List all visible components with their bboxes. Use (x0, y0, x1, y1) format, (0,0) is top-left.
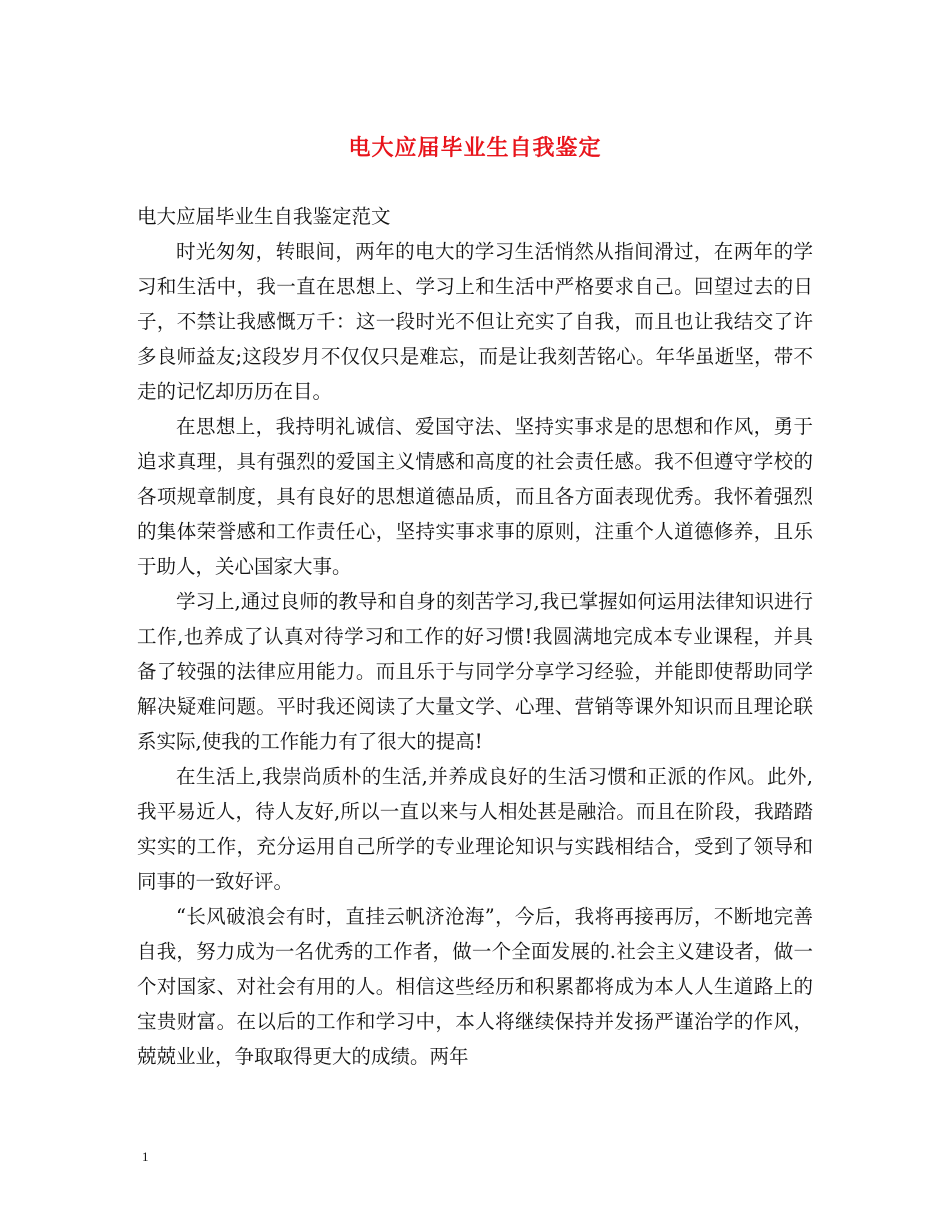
page-number: 1 (142, 1149, 149, 1164)
document-body (137, 199, 813, 1074)
paragraph-study: 学习上,通过良师的教导和自身的刻苦学习,我已掌握如何运用法律知识进行工作,也养成了认真对待学习和工作的好习惯!我圆满地完成本专业课程，并具备了较强的法律应用能力。而且乐于与同学分享学习经验，并能即使帮助同学解决疑难问题。平时我还阅读了大量文学、心理、营销等课外知识而且理论联系实际,使我的工作能力有了很大的提高! (137, 590, 813, 753)
document-title: 电大应届毕业生自我鉴定 (348, 135, 602, 161)
paragraph-intro: 时光匆匆，转眼间，两年的电大的学习生活悄然从指间滑过，在两年的学习和生活中，我一直在思想上、学习上和生活中严格要求自己。回望过去的日子，不禁让我感慨万千：这一段时光不但让充实了自我，而且也让我结交了许多良师益友;这段岁月不仅仅只是难忘，而是让我刻苦铭心。年华虽逝坚，带不走的记忆却历历在目。 (137, 240, 813, 403)
paragraph-thought: 在思想上，我持明礼诚信、爱国守法、坚持实事求是的思想和作风，勇于追求真理，具有强烈的爱国主义情感和高度的社会责任感。我不但遵守学校的各项规章制度，具有良好的思想道德品质，而且各方面表现优秀。我怀着强烈的集体荣誉感和工作责任心，坚持实事求事的原则，注重个人道德修养，且乐于助人，关心国家大事。 (137, 415, 813, 578)
document-subtitle: 电大应届毕业生自我鉴定范文 (137, 205, 391, 228)
paragraph-life: 在生活上,我崇尚质朴的生活,并养成良好的生活习惯和正派的作风。此外,我平易近人，待人友好,所以一直以来与人相处甚是融洽。而且在阶段，我踏踏实实的工作，充分运用自己所学的专业理论知识与实践相结合，受到了领导和同事的一致好评。 (137, 765, 813, 893)
paragraph-future: “长风破浪会有时，直挂云帆济沧海”，今后，我将再接再厉，不断地完善自我，努力成为一名优秀的工作者，做一个全面发展的.社会主义建设者，做一个对国家、对社会有用的人。相信这些经历和积累都将成为本人人生道路上的宝贵财富。在以后的工作和学习中，本人将继续保持并发扬严谨治学的作风，兢兢业业，争取取得更大的成绩。两年 (137, 905, 813, 1068)
